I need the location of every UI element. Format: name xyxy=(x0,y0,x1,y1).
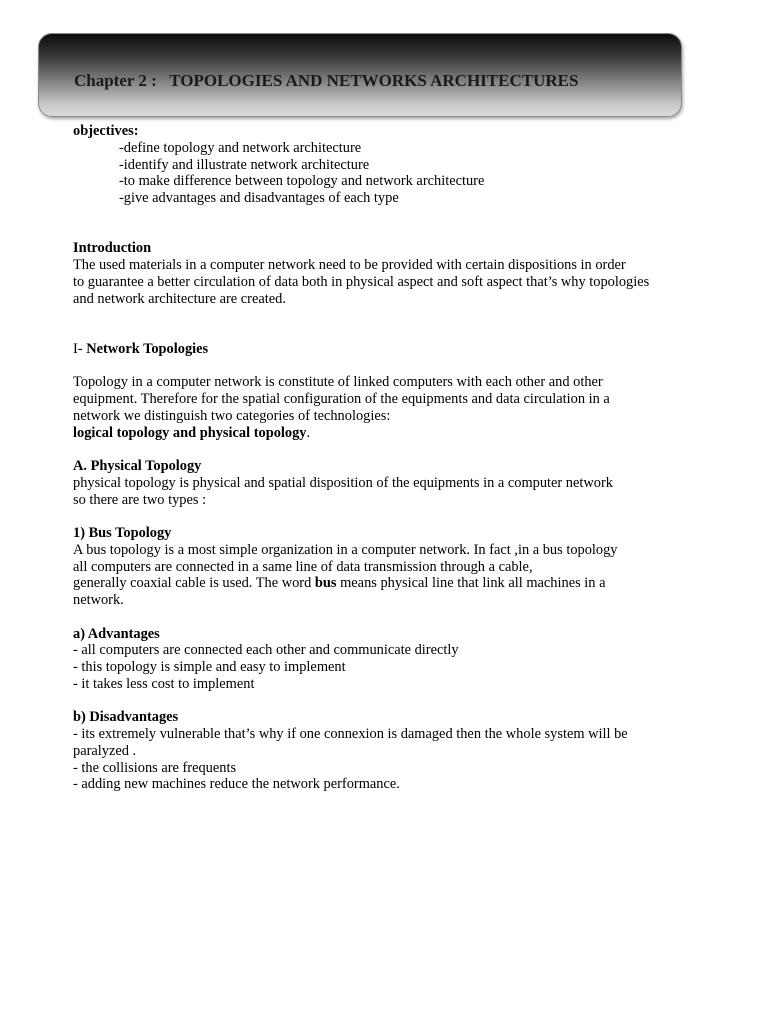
network-topologies-section xyxy=(73,341,703,442)
paragraph-line: all computers are connected in a same line of data transmission through a cable, xyxy=(73,558,533,575)
advantages-section xyxy=(73,626,703,693)
paragraph-line: network. xyxy=(73,592,124,608)
paragraph-line xyxy=(73,425,703,442)
document-body xyxy=(73,123,703,793)
disadvantage-item: - adding new machines reduce the network performance. xyxy=(73,776,400,793)
advantage-item: - this topology is simple and easy to implement xyxy=(73,659,346,675)
introduction-heading: Introduction xyxy=(73,240,152,257)
bus-term: bus xyxy=(314,575,337,592)
text-run: generally coaxial cable is used. The word xyxy=(73,575,315,592)
bus-topology-section xyxy=(73,525,703,609)
paragraph-line: physical topology is physical and spatial disposition of the equipments in a computer network xyxy=(73,474,613,491)
disadvantage-item: - its extremely vulnerable that’s why if one connexion is damaged then the whole system will be xyxy=(73,726,628,742)
physical-topology-section xyxy=(73,458,703,508)
paragraph-line: so there are two types : xyxy=(73,491,207,508)
bus-topology-heading: 1) Bus Topology xyxy=(73,525,172,541)
network-topologies-heading: Network Topologies xyxy=(86,340,209,357)
paragraph-line: Topology in a computer network is constitute of linked computers with each other and other xyxy=(73,374,603,391)
paragraph-line: network we distinguish two categories of technologies: xyxy=(73,407,391,424)
text-run: means physical line that link all machines in a xyxy=(336,575,606,592)
introduction-section xyxy=(73,240,703,307)
advantage-item: - all computers are connected each other and communicate directly xyxy=(73,642,459,659)
paragraph-line: and network architecture are created. xyxy=(73,290,286,307)
paragraph-line: equipment. Therefore for the spatial configuration of the equipments and data circulation in a xyxy=(73,391,610,407)
physical-topology-heading: A. Physical Topology xyxy=(73,458,202,474)
disadvantages-section xyxy=(73,709,703,793)
objective-item: -define topology and network architecture xyxy=(119,139,362,156)
paragraph-line: A bus topology is a most simple organization in a computer network. In fact ,in a bus topology xyxy=(73,541,618,558)
objectives-section xyxy=(73,123,703,207)
objective-item: -to make difference between topology and network architecture xyxy=(119,173,485,190)
objective-item: -identify and illustrate network architecture xyxy=(119,156,370,173)
chapter-banner xyxy=(38,33,682,117)
objectives-heading: objectives: xyxy=(73,123,139,139)
punctuation: . xyxy=(306,424,311,441)
topology-categories: logical topology and physical topology xyxy=(73,424,307,441)
paragraph-line: to guarantee a better circulation of data both in physical aspect and soft aspect that’s why topologies xyxy=(73,273,650,290)
advantage-item: - it takes less cost to implement xyxy=(73,675,255,692)
paragraph-line xyxy=(73,575,703,592)
disadvantages-heading: b) Disadvantages xyxy=(73,709,179,726)
disadvantage-item: paralyzed . xyxy=(73,742,137,759)
chapter-title: Chapter 2 : TOPOLOGIES AND NETWORKS ARCHITECTURES xyxy=(74,71,579,90)
objective-item: -give advantages and disadvantages of each type xyxy=(119,190,399,206)
paragraph-line: The used materials in a computer network need to be provided with certain dispositions in order xyxy=(73,257,626,273)
section-number: I- xyxy=(73,340,87,357)
advantages-heading: a) Advantages xyxy=(73,625,160,642)
section-heading xyxy=(73,341,703,358)
disadvantage-item: - the collisions are frequents xyxy=(73,759,237,776)
